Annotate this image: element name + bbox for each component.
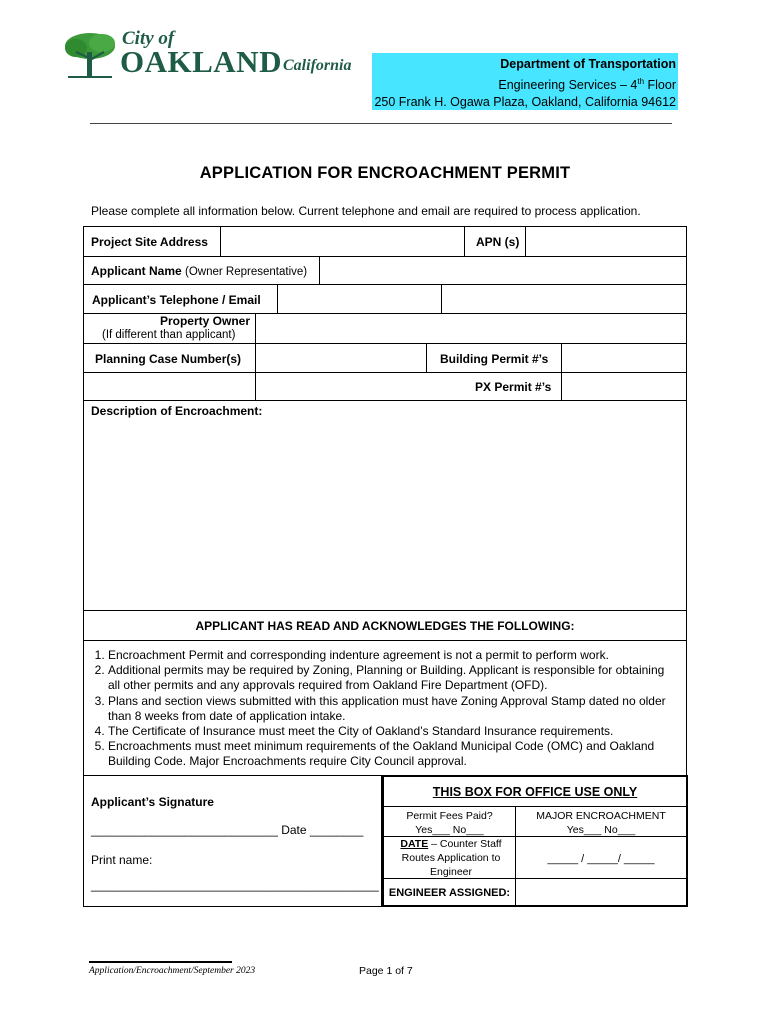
acknowledgement-item: 2. Additional permits may be required by Zoning, Planning or Building. Applicant is responsible for obtaining all other permits and any approvals required from Oakland Fire Department (OFD). (108, 663, 676, 693)
applicant-phone-field[interactable] (278, 284, 441, 313)
engineer-assigned-field[interactable] (516, 879, 686, 905)
permit-fees-cell: Permit Fees Paid? Yes___ No___ (406, 810, 493, 836)
date-blank[interactable]: _____ / _____/ _____ (547, 853, 655, 865)
footer-doc-id: Application/Encroachment/September 2023 (89, 966, 256, 976)
apn-field[interactable] (526, 227, 686, 256)
office-use-heading: THIS BOX FOR OFFICE USE ONLY (432, 785, 638, 799)
acknowledgement-item: 1. Encroachment Permit and corresponding indenture agreement is not a permit to perform work. (108, 648, 676, 663)
building-permit-field[interactable] (562, 343, 686, 372)
intro-text: Please complete all information below. Current telephone and email are required to process application. (91, 204, 641, 218)
project-site-address-field[interactable] (221, 227, 464, 256)
oak-tree-icon (62, 30, 118, 80)
office-use-box (382, 775, 688, 907)
department-address: 250 Frank H. Ogawa Plaza, Oakland, California 94612 (374, 95, 676, 110)
major-encroachment-cell: MAJOR ENCROACHMENT Yes___ No___ (536, 810, 666, 836)
engineer-assigned-label: ENGINEER ASSIGNED: (388, 887, 511, 899)
planning-case-field-2[interactable] (84, 372, 255, 400)
print-name-line[interactable]: _____________________________________________ (91, 880, 379, 892)
applicant-name-label: Applicant Name (Owner Representative) (91, 264, 308, 278)
px-permit-field[interactable] (562, 372, 686, 400)
apn-label: APN (s) (476, 235, 520, 249)
property-owner-field[interactable] (256, 313, 686, 343)
footer-rule (89, 961, 232, 963)
footer-page-number: Page 1 of 7 (359, 965, 413, 977)
engineering-services-line: Engineering Services – 4th Floor (498, 77, 676, 93)
acknowledgement-item: 3. Plans and section views submitted with this application must have Zoning Approval Stamp dated no older than 8 weeks from date of application intake. (108, 694, 676, 724)
header-divider (90, 123, 672, 124)
description-field[interactable] (84, 420, 686, 610)
building-permit-label: Building Permit #’s (440, 352, 549, 366)
date-routing-cell: DATE – Counter Staff Routes Application to Engineer (400, 838, 502, 878)
applicant-email-field[interactable] (442, 284, 686, 313)
planning-case-label: Planning Case Number(s) (95, 352, 242, 366)
acknowledgement-item: 4. The Certificate of Insurance must meet the City of Oakland’s Standard Insurance requirements. (108, 724, 676, 739)
signature-box (83, 775, 382, 907)
page-title: APPLICATION FOR ENCROACHMENT PERMIT (199, 164, 571, 182)
acknowledgement-list (83, 641, 687, 775)
applicant-name-field[interactable] (320, 256, 686, 284)
department-address-block (372, 53, 678, 110)
department-name: Department of Transportation (500, 57, 676, 71)
logo-oakland: OAKLAND (120, 44, 282, 79)
property-owner-label: Property Owner (159, 314, 250, 328)
signature-date-line[interactable]: ____________________________ Date ________ (91, 823, 364, 837)
logo-california: California (283, 57, 352, 74)
planning-case-field[interactable] (256, 343, 426, 372)
description-label: Description of Encroachment: (91, 404, 263, 418)
property-owner-note: (If different than applicant) (102, 329, 236, 341)
px-permit-label: PX Permit #’s (475, 380, 552, 394)
project-site-address-label: Project Site Address (91, 235, 208, 249)
applicant-signature-label: Applicant’s Signature (91, 795, 214, 809)
acknowledgement-heading: APPLICANT HAS READ AND ACKNOWLEDGES THE FOLLOWING: (83, 611, 687, 641)
logo-city-of: City of (122, 28, 175, 49)
city-of-oakland-logo (62, 30, 352, 82)
applicant-name-note: (Owner Representative) (185, 266, 308, 278)
acknowledgement-item: 5. Encroachments must meet minimum requirements of the Oakland Municipal Code (OMC) and Oakland Building Code. Major Encroachments require City Council approval. (108, 739, 676, 769)
applicant-phone-email-label: Applicant’s Telephone / Email (92, 293, 261, 307)
print-name-label: Print name: (91, 853, 153, 867)
application-form-grid (83, 226, 687, 611)
